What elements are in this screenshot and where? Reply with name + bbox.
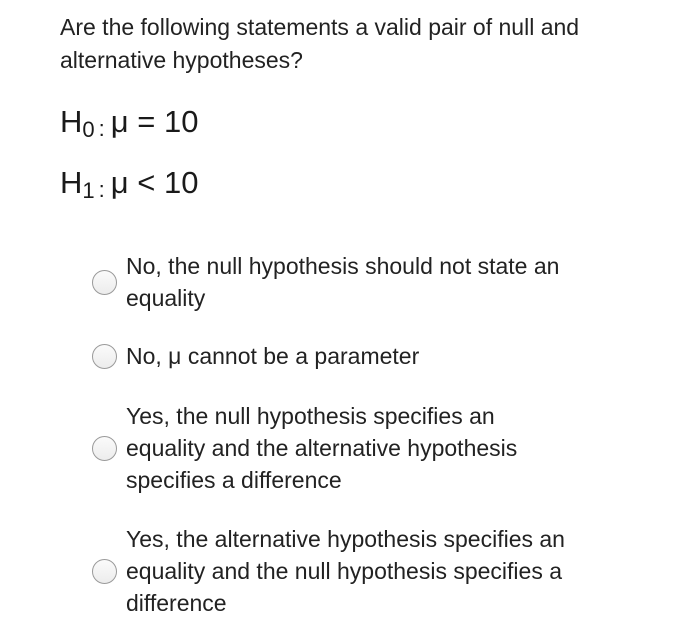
null-hypothesis <box>60 104 198 143</box>
answer-option-4[interactable] <box>92 523 652 619</box>
answer-option-label: No, μ cannot be a parameter <box>126 343 420 369</box>
answer-option-1[interactable] <box>92 250 652 314</box>
hypothesis-colon: : <box>98 116 105 141</box>
answer-option-label: Yes, the null hypothesis specifies an equality and the alternative hypothesis specifies a difference <box>126 403 518 493</box>
radio-button-unselected-icon[interactable] <box>92 436 117 461</box>
hypothesis-subscript: 0 <box>82 117 95 142</box>
answer-option-label: Yes, the alternative hypothesis specifies an equality and the null hypothesis specifies a difference <box>126 526 565 616</box>
hypothesis-letter: H <box>60 104 83 139</box>
answer-option-3[interactable] <box>92 400 652 496</box>
radio-button-unselected-icon[interactable] <box>92 344 117 369</box>
alternative-hypothesis <box>60 165 198 204</box>
answer-option-2[interactable] <box>92 340 652 372</box>
answer-option-label: No, the null hypothesis should not state an equality <box>126 253 560 311</box>
hypothesis-letter: H <box>60 165 83 200</box>
hypothesis-subscript: 1 <box>82 178 95 203</box>
hypothesis-statement: μ = 10 <box>110 104 199 139</box>
question-prompt: Are the following statements a valid pair of null and alternative hypotheses? <box>60 14 580 73</box>
hypothesis-statement: μ < 10 <box>110 165 199 200</box>
radio-button-unselected-icon[interactable] <box>92 559 117 584</box>
radio-button-unselected-icon[interactable] <box>92 270 117 295</box>
hypothesis-colon: : <box>98 177 105 202</box>
